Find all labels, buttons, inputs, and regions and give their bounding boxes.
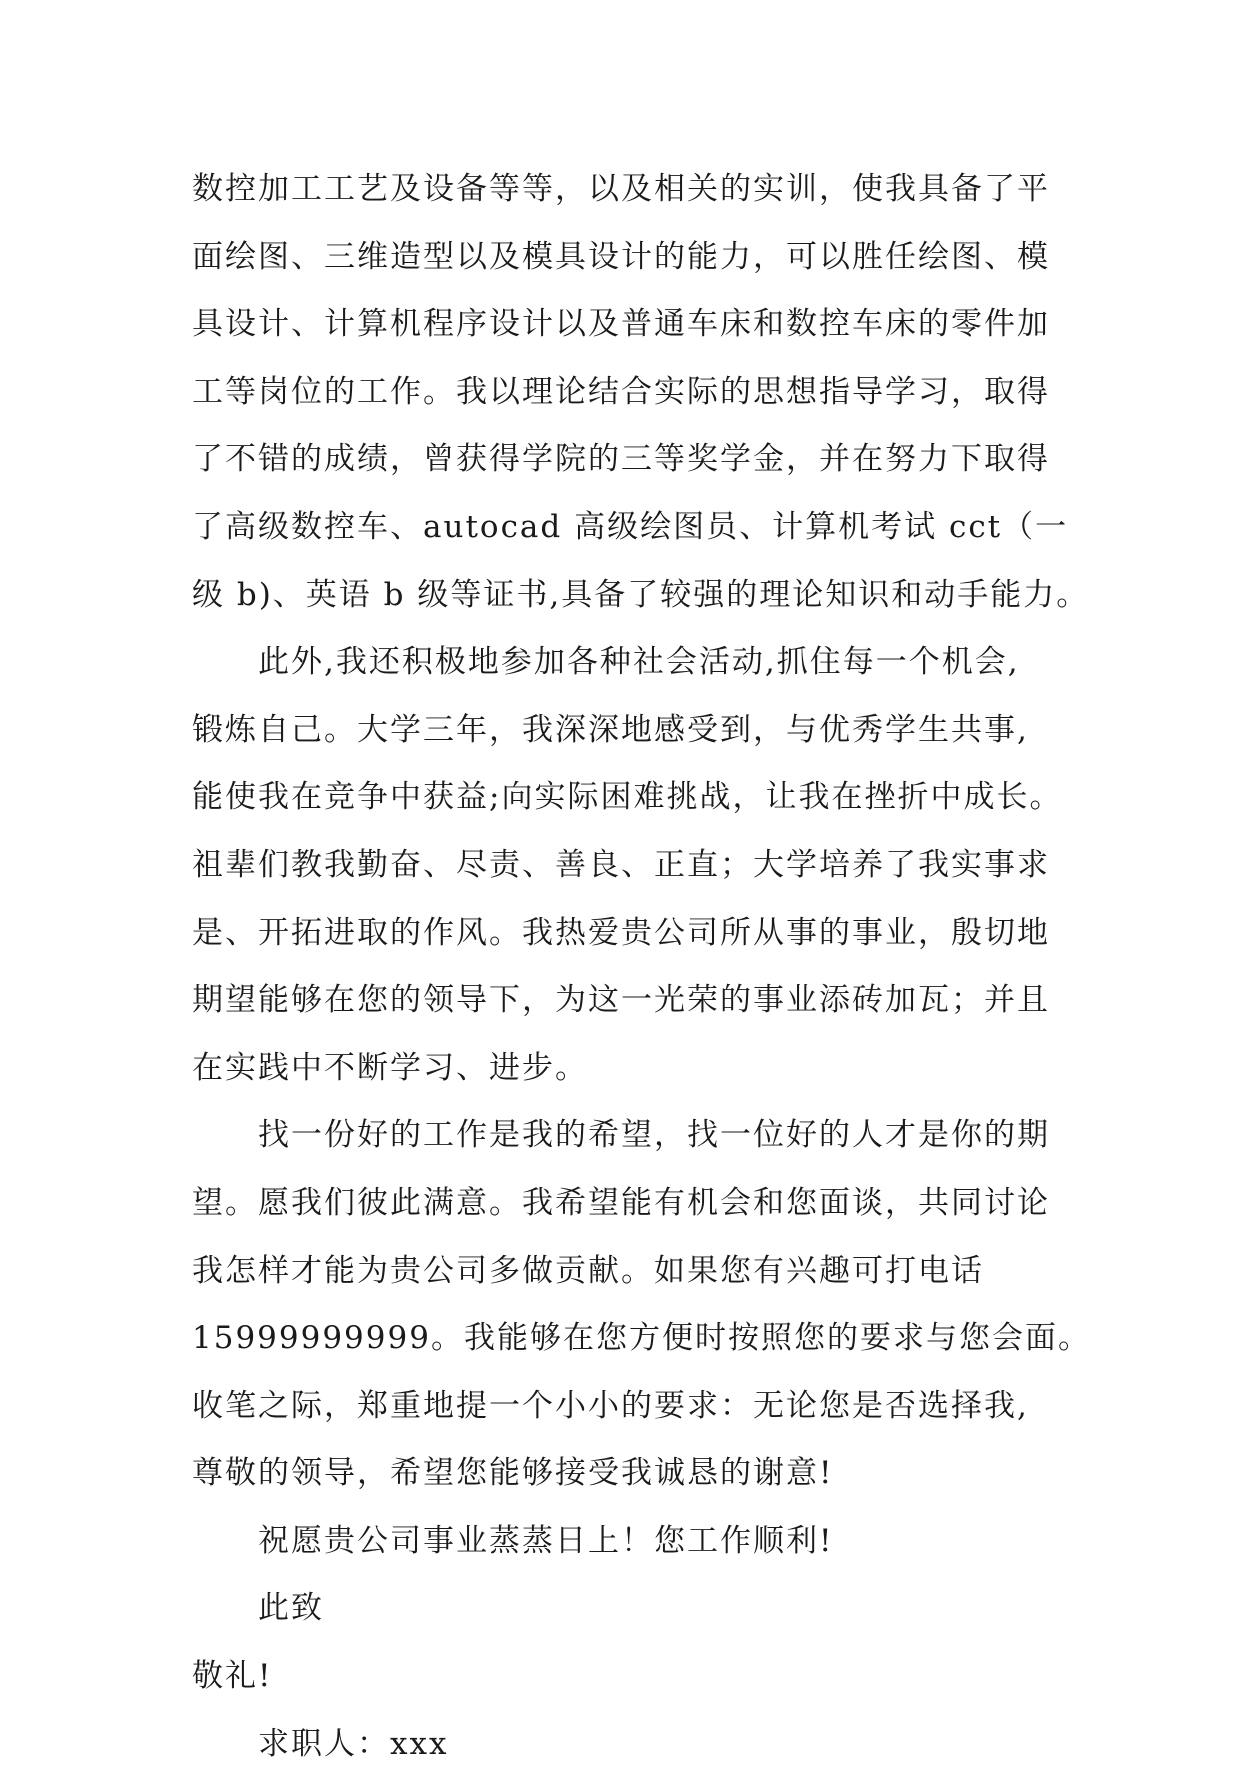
text-line: 了高级数控车、autocad 高级绘图员、计算机考试 cct（一	[192, 508, 1069, 545]
text-line: 找一份好的工作是我的希望，找一位好的人才是你的期	[258, 1117, 1050, 1154]
text-line: 了不错的成绩，曾获得学院的三等奖学金，并在努力下取得	[192, 441, 1050, 478]
text-line: 15999999999。我能够在您方便时按照您的要求与您会面。	[192, 1320, 1091, 1357]
text-line: 在实践中不断学习、进步。	[192, 1049, 588, 1086]
text-line: 数控加工工艺及设备等等，以及相关的实训，使我具备了平	[192, 171, 1050, 207]
text-line: 尊敬的领导，希望您能够接受我诚恳的谢意!	[192, 1455, 834, 1492]
text-line: 是、开拓进取的作风。我热爱贵公司所从事的事业，殷切地	[192, 914, 1050, 951]
paragraph-wishes	[192, 1508, 1072, 1576]
text-line: 祖辈们教我勤奋、尽责、善良、正直；大学培养了我实事求	[192, 846, 1050, 883]
text-line: 期望能够在您的领导下，为这一光荣的事业添砖加瓦；并且	[192, 982, 1050, 1019]
paragraph-activities	[192, 629, 1072, 1102]
text-line: 求职人：xxx	[258, 1725, 449, 1762]
text-line: 祝愿贵公司事业蒸蒸日上！您工作顺利!	[258, 1522, 834, 1559]
paragraph-hope	[192, 1102, 1091, 1508]
text-line: 此外,我还积极地参加各种社会活动,抓住每一个机会,	[258, 644, 1020, 681]
text-line: 面绘图、三维造型以及模具设计的能力，可以胜任绘图、模	[192, 238, 1050, 275]
text-line: 具设计、计算机程序设计以及普通车床和数控车床的零件加	[192, 306, 1050, 343]
closing-jingli	[192, 1643, 1072, 1711]
text-line: 望。愿我们彼此满意。我希望能有机会和您面谈，共同讨论	[192, 1184, 1050, 1221]
text-line: 能使我在竞争中获益;向实际困难挑战，让我在挫折中成长。	[192, 779, 1063, 816]
closing-cizhi	[192, 1575, 1072, 1643]
text-line: 级 b)、英语 b 级等证书,具备了较强的理论知识和动手能力。	[192, 576, 1090, 613]
text-line: 敬礼!	[192, 1658, 273, 1695]
document-page	[192, 156, 1091, 1778]
text-line: 锻炼自己。大学三年，我深深地感受到，与优秀学生共事,	[192, 711, 1029, 748]
text-line: 工等岗位的工作。我以理论结合实际的思想指导学习，取得	[192, 373, 1050, 410]
paragraph-education	[192, 156, 1090, 629]
text-line: 此致	[258, 1590, 324, 1627]
signature-applicant	[192, 1711, 1072, 1778]
text-line: 收笔之际，郑重地提一个小小的要求：无论您是否选择我,	[192, 1387, 1029, 1424]
text-line: 我怎样才能为贵公司多做贡献。如果您有兴趣可打电话	[192, 1252, 984, 1289]
